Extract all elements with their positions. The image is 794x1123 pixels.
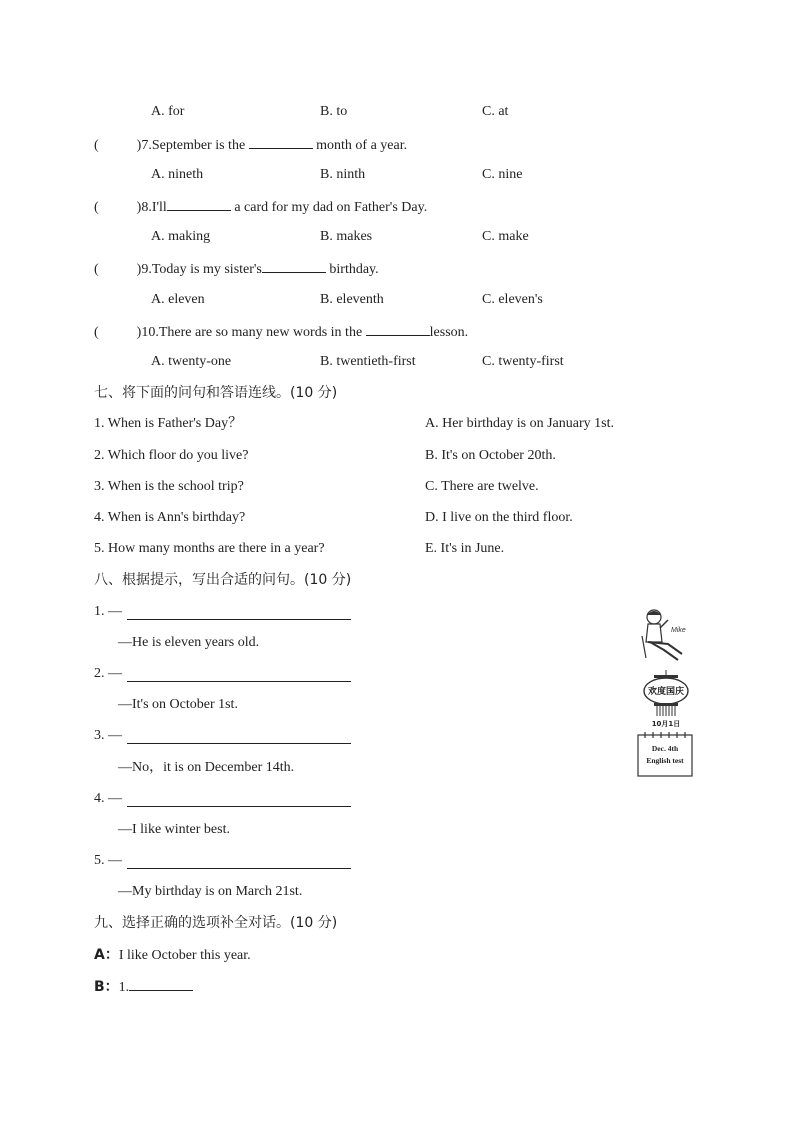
write-question-3-line[interactable] [127,743,351,744]
question-8: ( )8.I'll a card for my dad on Father's Day. [94,197,427,217]
answer-blank[interactable] [249,135,313,149]
write-question-3-number: 3. — [94,728,122,743]
write-question-2-reply: —It's on October 1st. [118,697,238,712]
question-9: ( )9.Today is my sister's birthday. [94,259,379,279]
q7-option-b: B. ninth [320,167,366,182]
lantern-text: 欢度国庆 [647,687,685,697]
match-question-3: 3. When is the school trip? [94,479,244,494]
mike-boy-picture [638,606,696,664]
write-question-5-reply: —My birthday is on March 21st. [118,884,303,899]
question-text-after: a card for my dad on Father's Day. [230,200,428,215]
match-answer-c: C. There are twelve. [425,479,539,494]
section-8-title: 八、根据提示，写出合适的问句。(10 分) [94,572,352,588]
question-10: ( )10.There are so many new words in the lesson. [94,322,468,342]
answer-blank[interactable] [167,197,231,211]
q7-option-c: C. nine [482,167,523,182]
q6-option-b: B. to [320,104,348,119]
q8-option-a: A. making [151,229,211,244]
q8-option-c: C. make [482,229,529,244]
write-question-4-reply: —I like winter best. [118,822,230,837]
question-number: 10. [141,325,159,340]
q9-option-a: A. eleven [151,292,205,307]
question-text-before: I'll [151,200,167,215]
question-text-after: month of a year. [312,138,408,153]
match-question-2: 2. Which floor do you live? [94,448,249,463]
dialogue-line-b [94,977,193,997]
write-question-4-line[interactable] [127,806,351,807]
question-text-before: Today is my sister's [151,262,262,277]
calendar-picture [637,731,693,777]
q10-option-c: C. twenty-first [482,354,564,369]
q6-option-a: A. for [151,104,185,119]
write-question-1-line[interactable] [127,619,351,620]
lantern-date: 10月1日 [651,720,681,728]
speaker-label: B： [94,979,119,995]
match-question-5: 5. How many months are there in a year? [94,541,325,556]
question-text-after: lesson. [429,325,469,340]
write-question-2-line[interactable] [127,681,351,682]
write-question-1-number: 1. — [94,604,122,619]
question-text-before: There are so many new words in the [158,325,366,340]
match-question-4: 4. When is Ann's birthday? [94,510,246,525]
dialogue-blank-number: 1. [118,980,130,995]
match-answer-b: B. It's on October 20th. [425,448,556,463]
q10-option-a: A. twenty-one [151,354,232,369]
answer-blank[interactable] [129,977,193,991]
q8-option-b: B. makes [320,229,373,244]
q9-option-b: B. eleventh [320,292,384,307]
answer-blank[interactable] [366,322,430,336]
question-number: 7. [141,138,152,153]
match-answer-d: D. I live on the third floor. [425,510,573,525]
section-9-title: 九、选择正确的选项补全对话。(10 分) [94,915,338,931]
speaker-label: A： [94,947,119,963]
write-question-3-reply: —No，it is on December 14th. [118,760,295,775]
write-question-5-number: 5. — [94,853,122,868]
match-answer-e: E. It's in June. [425,541,505,556]
question-text-before: September is the [151,138,249,153]
question-number: 9. [141,262,152,277]
section-7-title: 七、将下面的问句和答语连线。(10 分) [94,385,338,401]
q7-option-a: A. nineth [151,167,204,182]
q9-option-c: C. eleven's [482,292,543,307]
calendar-date-text: Dec. 4th [651,744,679,753]
q6-option-c: C. at [482,104,509,119]
write-question-5-line[interactable] [127,868,351,869]
match-question-1: 1. When is Father's Day？ [94,416,243,431]
q10-option-b: B. twentieth-first [320,354,416,369]
question-7: ( )7.September is the month of a year. [94,135,407,155]
write-question-2-number: 2. — [94,666,122,681]
mike-name-label: Mike [671,627,686,634]
answer-blank[interactable] [262,259,326,273]
dialogue-text: I like October this year. [118,948,251,963]
write-question-1-reply: —He is eleven years old. [118,635,260,650]
write-question-4-number: 4. — [94,791,122,806]
dialogue-line-a [94,946,251,965]
calendar-event-text: English test [646,756,684,765]
match-answer-a: A. Her birthday is on January 1st. [425,416,614,431]
question-text-after: birthday. [325,262,379,277]
question-number: 8. [141,200,152,215]
national-day-lantern-picture [640,670,692,728]
